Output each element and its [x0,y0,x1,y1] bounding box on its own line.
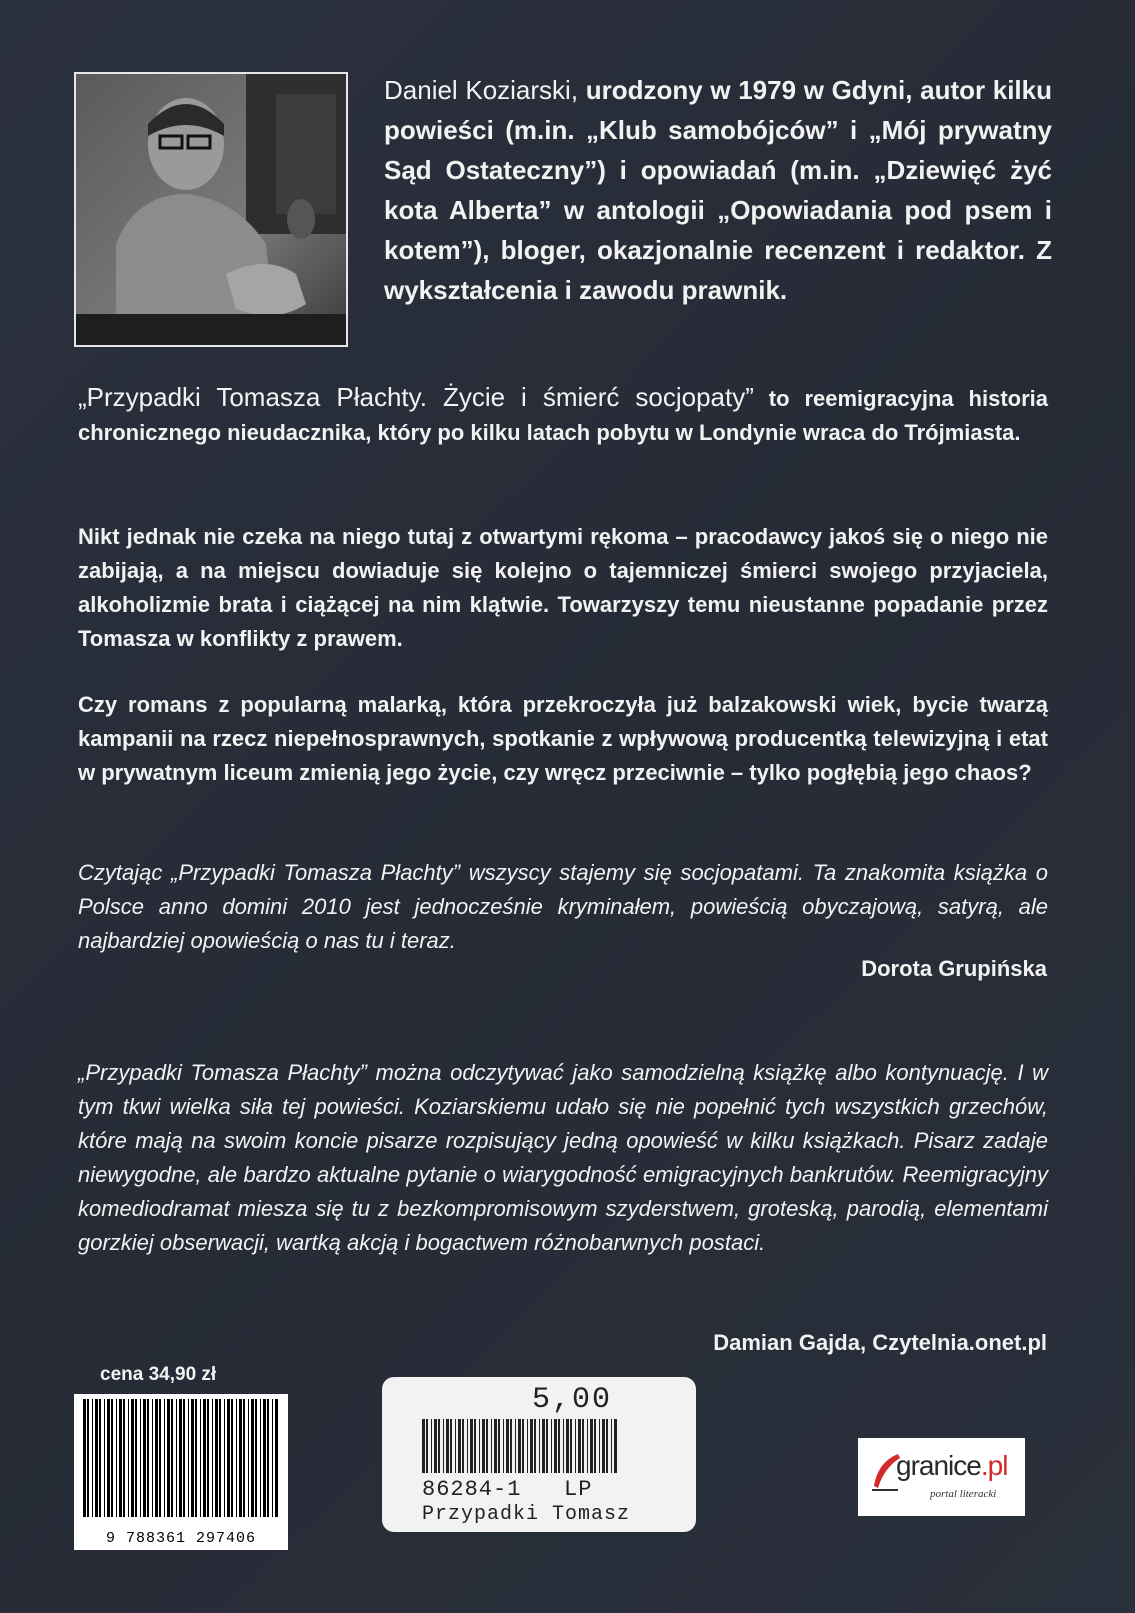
author-photo-image [76,74,346,345]
author-photo [74,72,348,347]
logo-name: granice [896,1450,981,1481]
author-name: Daniel Koziarski, [384,75,579,105]
publisher-logo [858,1438,1025,1516]
book-title: „Przypadki Tomasza Płachty. Życie i śmierć socjopaty” [78,382,754,412]
sticker-barcode [420,1419,620,1475]
barcode-bars [81,1399,281,1521]
review-quote-2: „Przypadki Tomasza Płachty” można odczytywać jako samodzielną książkę albo kontynuację. I w tym tkwi wielka siła tej powieści. Koziarskiemu udało się nie popełnić tych wszystkich grzechów, które mają na swoim koncie pisarze rozpisujący jedną opowieść w kilku książkach. Pisarz zadaje niewygodne, ale bardzo aktualne pytanie o wiarygodność emigracyjnych bankrutów. Reemigracyjny komediodramat miesza się tu z bezkompromisowym szyderstwem, groteską, parodią, elementami gorzkiej obserwacji, wartką akcją i bogactwem różnobarwnych postaci. [78,1060,1048,1255]
logo-tagline: portal literacki [930,1488,997,1500]
questions-paragraph: Czy romans z popularną malarką, która przekroczyła już balzakowski wiek, bycie twarzą kampanii na rzecz niepełnosprawnych, spotkanie z wpływową producentką telewizyjną i etat w prywatnym liceum zmienią jego życie, czy wręcz przeciwnie – tylko pogłębią jego chaos? [78,692,1048,785]
isbn-barcode [74,1394,288,1550]
intro-text: to reemigracyjna historia chronicznego nieudacznika, który po kilku latach pobytu w Londynie wraca do Trójmiasta. [78,386,1048,445]
price-sticker [382,1377,696,1532]
review-author-1: Dorota Grupińska [861,956,1047,981]
logo-text [896,1450,1007,1482]
isbn-number: 9 788361 297406 [105,1530,257,1547]
review-quote-1: Czytając „Przypadki Tomasza Płachty” wszyscy stajemy się socjopatami. Ta znakomita książka o Polsce anno domini 2010 jest jednocześnie kryminałem, powieścią obyczajową, satyrą, ale najbardziej opowieścią o nas tu i teraz. [78,860,1048,953]
review-author-2: Damian Gajda, Czytelnia.onet.pl [713,1330,1047,1355]
price-label: cena 34,90 zł [100,1364,217,1385]
author-bio [384,70,1052,310]
author-bio-text: urodzony w 1979 w Gdyni, autor kilku powieści (m.in. „Klub samobójców” i „Mój prywatny Sąd Ostateczny”) i opowiadań (m.in. „Dziewięć żyć kota Alberta” w antologii „Opowiadania pod psem i kotem”), bloger, okazjonalnie recenzent i redaktor. Z wykształcenia i zawodu prawnik. [384,75,1052,305]
plot-paragraph: Nikt jednak nie czeka na niego tutaj z otwartymi rękoma – pracodawcy jakoś się o niego nie zabijają, a na miejscu dowiaduje się kolejno o tajemniczej śmierci swojego przyjaciela, alkoholizmie brata i ciążącej na nim klątwie. Towarzyszy temu nieustanne popadanie przez Tomasza w konflikty z prawem. [78,524,1048,651]
intro-paragraph [78,380,1048,450]
sticker-price: 5,00 [532,1383,613,1417]
sticker-code: 86284-1 LP [422,1477,593,1502]
sticker-title: Przypadki Tomasz [422,1503,631,1526]
logo-suffix: .pl [980,1450,1008,1481]
